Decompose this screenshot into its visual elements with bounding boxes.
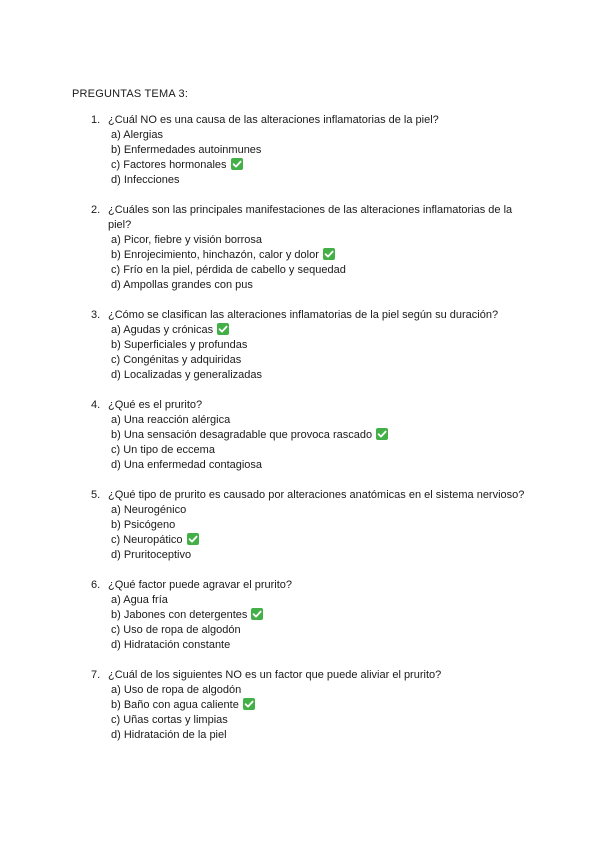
question-number: 3. xyxy=(91,309,101,321)
question-1 xyxy=(0,113,600,188)
option xyxy=(111,638,600,653)
option xyxy=(111,263,600,278)
check-mark-icon xyxy=(323,248,335,260)
question-text: ¿Cómo se clasifican las alteraciones inflamatorias de la piel según su duración? xyxy=(108,309,499,321)
option-label: b) Una sensación desagradable que provoca rascado xyxy=(111,429,373,441)
option xyxy=(111,518,600,533)
question-6 xyxy=(0,578,600,653)
option-label: c) Factores hormonales xyxy=(111,159,227,171)
question-text: ¿Qué es el prurito? xyxy=(108,399,203,411)
option-label: c) Un tipo de eccema xyxy=(111,444,215,456)
option xyxy=(111,443,600,458)
question-number: 4. xyxy=(91,399,101,411)
option-list xyxy=(0,683,600,743)
option xyxy=(111,623,600,638)
option xyxy=(111,728,600,743)
option xyxy=(111,323,600,338)
option xyxy=(111,698,600,713)
option-list xyxy=(0,413,600,473)
option xyxy=(111,248,600,263)
question-7 xyxy=(0,668,600,743)
check-mark-icon xyxy=(187,533,199,545)
page-title: PREGUNTAS TEMA 3: xyxy=(72,88,189,100)
question-text: ¿Cuál de los siguientes NO es un factor que puede aliviar el prurito? xyxy=(108,669,442,681)
option xyxy=(111,533,600,548)
option-label: c) Uñas cortas y limpias xyxy=(111,714,228,726)
option xyxy=(111,233,600,248)
question-number: 5. xyxy=(91,489,101,501)
option-label: b) Superficiales y profundas xyxy=(111,339,248,351)
option-list xyxy=(0,323,600,383)
option xyxy=(111,548,600,563)
option xyxy=(111,143,600,158)
check-mark-icon xyxy=(251,608,263,620)
option xyxy=(111,338,600,353)
option-label: d) Localizadas y generalizadas xyxy=(111,369,263,381)
check-mark-icon xyxy=(376,428,388,440)
option-label: d) Ampollas grandes con pus xyxy=(111,279,253,291)
option xyxy=(111,503,600,518)
option-label: a) Picor, fiebre y visión borrosa xyxy=(111,234,263,246)
question-text: ¿Cuál NO es una causa de las alteraciones inflamatorias de la piel? xyxy=(108,114,439,126)
option-label: b) Enfermedades autoinmunes xyxy=(111,144,262,156)
option xyxy=(111,278,600,293)
option-label: b) Psicógeno xyxy=(111,519,176,531)
option-list xyxy=(0,233,600,293)
question-list xyxy=(0,113,600,758)
check-mark-icon xyxy=(217,323,229,335)
option-label: b) Enrojecimiento, hinchazón, calor y dolor xyxy=(111,249,319,261)
option-label: c) Congénitas y adquiridas xyxy=(111,354,242,366)
option-label: c) Neuropático xyxy=(111,534,183,546)
option-label: a) Neurogénico xyxy=(111,504,187,516)
option-list xyxy=(0,503,600,563)
option xyxy=(111,368,600,383)
question-2 xyxy=(0,203,600,293)
option xyxy=(111,128,600,143)
option-label: a) Agua fría xyxy=(111,594,168,606)
option-label: c) Frío en la piel, pérdida de cabello y sequedad xyxy=(111,264,346,276)
option xyxy=(111,413,600,428)
option-list xyxy=(0,593,600,653)
option-label: a) Agudas y crónicas xyxy=(111,324,214,336)
option xyxy=(111,173,600,188)
option xyxy=(111,608,600,623)
option-label: d) Pruritoceptivo xyxy=(111,549,192,561)
question-5 xyxy=(0,488,600,563)
question-text: ¿Qué tipo de prurito es causado por alteraciones anatómicas en el sistema nervioso? xyxy=(108,489,525,501)
option xyxy=(111,683,600,698)
option-label: b) Baño con agua caliente xyxy=(111,699,239,711)
question-number: 2. xyxy=(91,204,101,216)
option-label: a) Una reacción alérgica xyxy=(111,414,231,426)
question-number: 7. xyxy=(91,669,101,681)
option xyxy=(111,713,600,728)
check-mark-icon xyxy=(243,698,255,710)
option xyxy=(111,353,600,368)
option xyxy=(111,428,600,443)
option-label: d) Hidratación de la piel xyxy=(111,729,227,741)
option-label: d) Infecciones xyxy=(111,174,180,186)
option-label: a) Uso de ropa de algodón xyxy=(111,684,242,696)
option xyxy=(111,458,600,473)
option-label: c) Uso de ropa de algodón xyxy=(111,624,241,636)
question-3 xyxy=(0,308,600,383)
option-label: d) Hidratación constante xyxy=(111,639,231,651)
option-list xyxy=(0,128,600,188)
option xyxy=(111,158,600,173)
question-text: ¿Cuáles son las principales manifestaciones de las alteraciones inflamatorias de la piel? xyxy=(108,204,513,231)
option-label: b) Jabones con detergentes xyxy=(111,609,248,621)
check-mark-icon xyxy=(231,158,243,170)
option xyxy=(111,593,600,608)
option-label: a) Alergias xyxy=(111,129,163,141)
question-text: ¿Qué factor puede agravar el prurito? xyxy=(108,579,293,591)
option-label: d) Una enfermedad contagiosa xyxy=(111,459,263,471)
question-4 xyxy=(0,398,600,473)
question-number: 1. xyxy=(91,114,101,126)
question-number: 6. xyxy=(91,579,101,591)
